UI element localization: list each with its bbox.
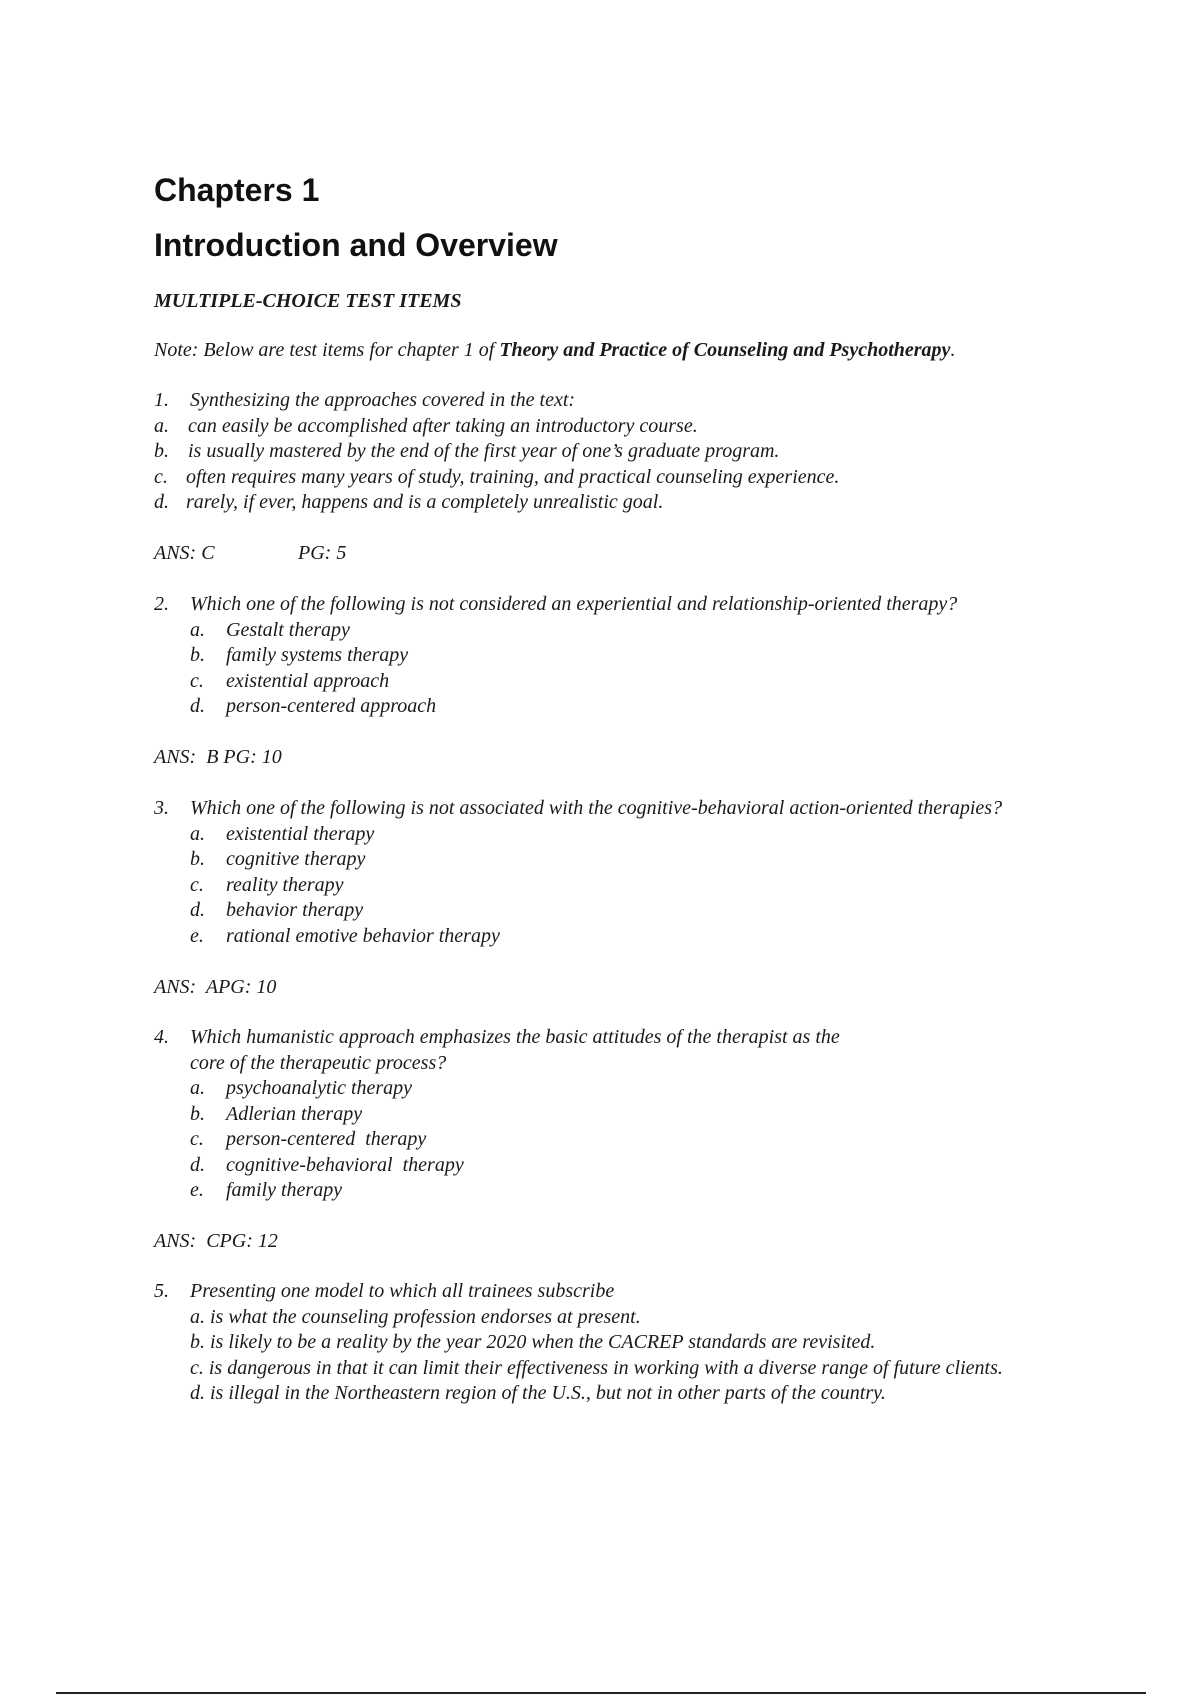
answer-2: ANS: B PG: 10 <box>154 746 282 768</box>
option-a <box>190 822 1200 848</box>
option-letter: a. <box>190 822 205 845</box>
intro-note <box>154 338 955 364</box>
question-number: 2. <box>154 593 169 615</box>
option-text: c. is dangerous in that it can limit their effectiveness in working with a diverse range of future clients. <box>190 1356 1003 1379</box>
option-text: b. is likely to be a reality by the year 2020 when the CACREP standards are revisited. <box>190 1331 876 1353</box>
option-b <box>190 1102 1190 1128</box>
question-stem-line-2: core of the therapeutic process? <box>190 1051 447 1074</box>
option-letter: d. <box>190 1153 205 1176</box>
option-letter: b. <box>154 440 169 462</box>
question-stem: Synthesizing the approaches covered in the text: <box>190 389 576 411</box>
option-c <box>190 1127 1190 1153</box>
option-b <box>190 643 1190 669</box>
option-text: rational emotive behavior therapy <box>226 924 500 947</box>
question-number: 5. <box>154 1280 169 1302</box>
option-letter: d. <box>190 695 205 717</box>
footer-rule <box>56 1692 1146 1694</box>
option-b <box>190 1330 1200 1356</box>
option-e <box>190 1178 1190 1204</box>
note-suffix: . <box>950 339 956 361</box>
option-letter: c. <box>154 465 168 488</box>
option-text: Gestalt therapy <box>226 618 350 641</box>
question-stem: Which one of the following is not considered an experiential and relationship-oriented therapy? <box>190 593 958 615</box>
answer-1-page <box>298 541 346 567</box>
option-text: rarely, if ever, happens and is a completely unrealistic goal. <box>186 491 664 513</box>
option-b <box>154 439 1154 465</box>
note-prefix: Note: Below are test items for chapter 1 of <box>154 339 500 361</box>
option-letter: d. <box>154 491 169 513</box>
option-text: psychoanalytic therapy <box>226 1077 413 1099</box>
option-d <box>190 898 1200 924</box>
option-text: person-centered approach <box>226 695 437 717</box>
question-stem: Presenting one model to which all trainees subscribe <box>190 1280 615 1302</box>
option-a <box>154 414 1154 440</box>
option-e <box>190 924 1200 950</box>
option-text: existential therapy <box>226 822 375 845</box>
question-stem-line-1: Which humanistic approach emphasizes the basic attitudes of the therapist as the <box>190 1026 840 1048</box>
option-text: family systems therapy <box>226 644 409 666</box>
option-letter: b. <box>190 848 205 870</box>
option-text: behavior therapy <box>226 899 364 921</box>
option-text: is usually mastered by the end of the first year of one’s graduate program. <box>188 440 780 462</box>
option-d <box>190 1381 1200 1407</box>
option-c <box>190 1356 1200 1382</box>
option-d <box>190 1153 1190 1179</box>
option-letter: a. <box>190 618 205 641</box>
section-label: MULTIPLE-CHOICE TEST ITEMS <box>154 290 462 312</box>
option-text: person-centered therapy <box>226 1128 427 1150</box>
option-text: cognitive therapy <box>226 848 366 870</box>
option-letter: e. <box>190 924 204 947</box>
option-text: existential approach <box>226 669 390 692</box>
answer-key: ANS: C <box>154 542 215 564</box>
chapter-title: Introduction and Overview <box>154 227 558 263</box>
option-text: often requires many years of study, training, and practical counseling experience. <box>186 465 840 488</box>
option-text: can easily be accomplished after taking an introductory course. <box>188 414 698 437</box>
option-d <box>154 490 1154 516</box>
option-text: family therapy <box>226 1179 343 1201</box>
question-5 <box>154 1279 1164 1407</box>
question-number: 3. <box>154 797 169 819</box>
option-text: Adlerian therapy <box>226 1102 363 1125</box>
option-text: a. is what the counseling profession endorses at present. <box>190 1305 641 1328</box>
option-letter: b. <box>190 644 205 666</box>
option-text: cognitive-behavioral therapy <box>226 1153 464 1176</box>
option-c <box>190 669 1190 695</box>
option-letter: d. <box>190 899 205 921</box>
option-b <box>190 847 1200 873</box>
option-letter: c. <box>190 669 204 692</box>
option-d <box>190 694 1190 720</box>
option-letter: c. <box>190 1128 204 1150</box>
option-text: d. is illegal in the Northeastern region of the U.S., but not in other parts of the country. <box>190 1382 886 1404</box>
option-letter: a. <box>190 1077 205 1099</box>
question-2 <box>154 592 1154 720</box>
option-a <box>190 618 1190 644</box>
answer-1 <box>154 541 215 567</box>
option-letter: e. <box>190 1179 204 1201</box>
option-a <box>190 1305 1200 1331</box>
question-number: 1. <box>154 389 169 411</box>
option-a <box>190 1076 1190 1102</box>
chapter-heading: Chapters 1 <box>154 172 320 208</box>
question-stem: Which one of the following is not associated with the cognitive-behavioral action-oriented therapies? <box>190 797 1003 819</box>
option-letter: a. <box>154 414 169 437</box>
option-letter: b. <box>190 1102 205 1125</box>
answer-3: ANS: APG: 10 <box>154 976 277 998</box>
option-text: reality therapy <box>226 873 344 896</box>
question-3 <box>154 796 1164 949</box>
option-letter: c. <box>190 873 204 896</box>
answer-page: PG: 5 <box>298 542 347 564</box>
question-number: 4. <box>154 1026 169 1048</box>
option-c <box>190 873 1200 899</box>
question-1 <box>154 388 1154 516</box>
book-title: Theory and Practice of Counseling and Psychotherapy <box>499 339 951 361</box>
answer-4: ANS: CPG: 12 <box>154 1230 278 1252</box>
question-4 <box>154 1025 1154 1204</box>
option-c <box>154 465 1154 491</box>
